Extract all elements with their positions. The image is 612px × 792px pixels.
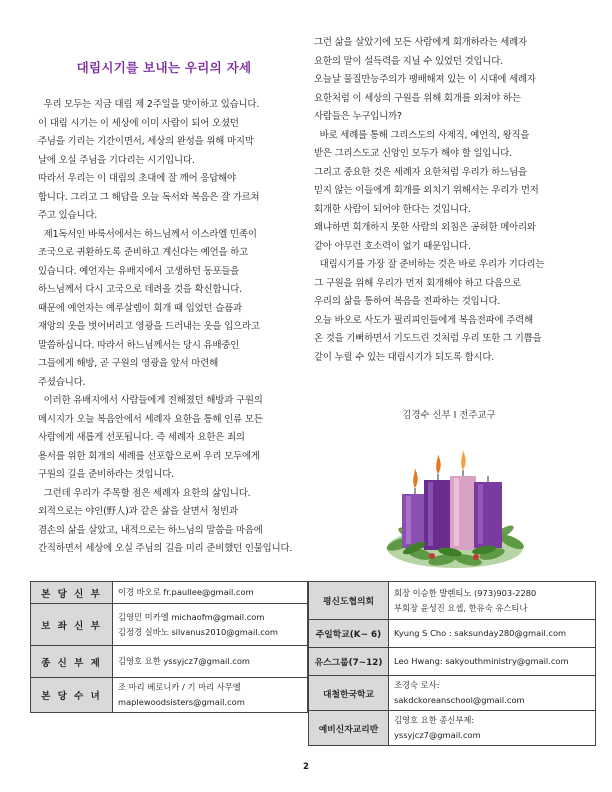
- right-column-line: 오늘날 물질만능주의가 팽배해져 있는 이 시대에 세례자: [314, 74, 536, 85]
- clergy-value-line: 김영민 미카엘 michaofm@gmail.com: [118, 611, 265, 622]
- table-row: [31, 646, 308, 678]
- right-column-line: 같아 아무런 호소력이 없기 때문입니다.: [314, 240, 471, 252]
- table-row: [309, 582, 596, 620]
- clergy-label: 본 당 수 녀: [31, 678, 113, 713]
- article-body-right: [314, 34, 584, 367]
- right-column-line: 요한의 말이 설득력을 지닐 수 있었던 것입니다.: [314, 55, 504, 67]
- clergy-label: 종 신 부 제: [31, 646, 113, 678]
- left-column-line: 겸손의 삶을 살았고, 내적으로는 하느님의 말씀을 마음에: [38, 524, 263, 536]
- left-column-line: 따라서 우리는 이 대림의 초대에 잘 깨어 응답해야: [38, 173, 236, 184]
- clergy-value-line: 김영호 요한 yssyjcz7@gmail.com: [118, 656, 251, 666]
- org-label: 주일학교(K~ 6): [309, 620, 389, 648]
- left-column-line: 우리 모두는 지금 대림 제 2주일을 맞이하고 있습니다.: [38, 99, 260, 110]
- table-row: [31, 604, 308, 646]
- clergy-value-line: maplewoodsisters@gmail.com: [118, 697, 245, 707]
- left-column-line: 합니다. 그리고 그 해답을 오늘 독서와 복음은 잘 가르쳐: [38, 191, 260, 203]
- right-column-line: 사람들은 누구입니까?: [314, 111, 402, 122]
- left-column-line: 간직하면서 세상에 오실 주님의 길을 미리 준비했던 인물입니다.: [38, 543, 293, 554]
- table-row: [309, 620, 596, 648]
- right-column-line: 회개한 사람이 되어야 한다는 것입니다.: [314, 203, 471, 215]
- org-value: [389, 676, 596, 711]
- right-column-line: 믿지 않는 이들에게 회개를 외치기 위해서는 우리가 먼저: [314, 185, 539, 196]
- right-column-line: 오늘 바오로 사도가 필리피인들에게 복음전파에 주력해: [314, 314, 533, 326]
- clergy-contact-table: [30, 581, 308, 713]
- left-column-line: 말씀하십니다. 따라서 하느님께서는 당시 유배중인: [38, 339, 240, 351]
- org-label: 평신도협의회: [309, 582, 389, 620]
- org-value-line: 회장 이승한 발렌티노 (973)903-2280: [394, 587, 537, 598]
- table-row: [31, 678, 308, 713]
- clergy-label: 본 당 신 부: [31, 582, 113, 604]
- right-column-line: 그리고 중요한 것은 세례자 요한처럼 우리가 하느님을: [314, 166, 527, 178]
- left-column-line: 주님을 기리는 기간이면서, 세상의 완성을 위해 마지막: [38, 136, 254, 147]
- left-column-line: 제1독서인 바룩서에서는 하느님께서 이스라엘 민족이: [38, 228, 257, 240]
- left-column-line: 사람에게 새롭게 선포됩니다. 즉 세례자 요한은 죄의: [38, 432, 245, 443]
- flame-1: [413, 468, 418, 488]
- left-column-line: 용서를 위한 회개의 세례를 선포함으로써 우리 모두에게: [38, 450, 260, 462]
- org-value: [389, 620, 596, 648]
- article-signature: 김경수 신부 I 전주교구: [402, 410, 496, 421]
- left-column-line: 조국으로 귀환하도록 준비하고 계신다는 예언을 하고: [38, 247, 249, 258]
- org-value-line: Leo Hwang: sakyouthministry@gmail.com: [394, 656, 569, 666]
- article-body-left: [38, 96, 306, 559]
- left-column-line: 구원의 길을 준비하라는 것입니다.: [38, 469, 175, 480]
- org-value-line: 김영호 요한 종신부제:: [394, 715, 475, 725]
- table-row: [309, 711, 596, 746]
- article-title: 대림시기를 보내는 우리의 자세: [76, 60, 252, 75]
- left-column-line: 그들에게 해방, 곧 구원의 영광을 앞서 마련해: [38, 358, 219, 369]
- left-column-line: 주고 있습니다.: [38, 210, 98, 221]
- clergy-value-line: 이경 바오로 fr.paullee@gmail.com: [118, 587, 254, 597]
- org-value: [389, 582, 596, 620]
- left-column-line: 재앙의 옷을 벗어버리고 영광을 드러내는 옷을 입으라고: [38, 321, 260, 332]
- table-row: [309, 676, 596, 711]
- org-value-line: 부회장 윤성진 요셉, 한유숙 유스티나: [394, 602, 528, 613]
- left-column-line: 이러한 유배지에서 사람들에게 전해졌던 해방과 구원의: [38, 395, 263, 406]
- right-column-line: 왜냐하면 회개하지 못한 사람의 외침은 공허한 메아리와: [314, 222, 536, 233]
- left-column-line: 외적으로는 야인(野人)과 같은 삶을 살면서 청빈과: [38, 506, 238, 517]
- clergy-value: [113, 604, 308, 646]
- right-column-line: 바로 세례를 통해 그리스도의 사제직, 예언직, 왕직을: [314, 129, 530, 141]
- flame-2: [436, 454, 441, 474]
- page-number: 2: [303, 762, 309, 772]
- org-value-line: 조경숙 로사:: [394, 680, 440, 690]
- left-column-line: 주셨습니다.: [38, 376, 86, 388]
- clergy-value: [113, 582, 308, 604]
- org-value: [389, 711, 596, 746]
- flame-3: [461, 450, 466, 470]
- left-column-line: 하느님께서 다시 고국으로 데려올 것을 확신합니다.: [38, 284, 243, 295]
- organization-contact-table: [308, 581, 596, 746]
- table-row: [309, 648, 596, 676]
- right-column-line: 받은 그리스도교 신앙인 모두가 해야 할 일입니다.: [314, 148, 512, 159]
- right-column-line: 그런 삶을 살았기에 모든 사람에게 회개하라는 세례자: [314, 37, 527, 48]
- left-column-line: 날에 오실 주님을 기다리는 시기입니다.: [38, 154, 195, 166]
- right-column-line: 대림시기를 가장 잘 준비하는 것은 바로 우리가 기다리는: [314, 259, 545, 270]
- org-value-line: sakdckoreanschool@gmail.com: [394, 695, 525, 705]
- left-column-line: 때문에 예언자는 예루살렘이 회개 때 입었던 슬픔과: [38, 302, 243, 314]
- clergy-value: [113, 678, 308, 713]
- org-label: 대철한국학교: [309, 676, 389, 711]
- org-value-line: yssyjcz7@gmail.com: [394, 730, 481, 740]
- org-label: 예비신자교리반: [309, 711, 389, 746]
- org-value-line: Kyung S Cho : saksunday280@gmail.com: [394, 628, 567, 638]
- left-column-line: 이 대림 시기는 이 세상에 이미 사람이 되어 오셨던: [38, 117, 239, 129]
- table-row: [31, 582, 308, 604]
- right-column-line: 같이 누릴 수 있는 대림시기가 되도록 합시다.: [314, 351, 495, 363]
- right-column-line: 온 것을 기뻐하면서 기도드린 것처럼 우리 또한 그 기쁨을: [314, 333, 542, 344]
- right-column-line: 우리의 삶을 통하여 복음을 전파하는 것입니다.: [314, 296, 501, 307]
- right-column-line: 그 구원을 위해 우리가 먼저 회개해야 하고 다음으로: [314, 277, 521, 289]
- left-column-line: 있습니다. 예언자는 유배지에서 고생하던 동포들을: [38, 265, 240, 277]
- left-column-line: 그런데 우리가 주목할 점은 세례자 요한의 삶입니다.: [38, 487, 251, 499]
- clergy-value-line: 조 마리 베로니카 / 기 마리 사무엘: [118, 682, 241, 692]
- clergy-value: [113, 646, 308, 678]
- org-value: [389, 648, 596, 676]
- candle-pink: [450, 476, 476, 550]
- right-column-line: 요한처럼 이 세상의 구원을 위해 회개를 외쳐야 하는: [314, 92, 521, 104]
- left-column-line: 메시지가 오늘 복음안에서 세례자 요한을 통해 인류 모든: [38, 413, 263, 425]
- org-label: 유스그룹(7~12): [309, 648, 389, 676]
- clergy-label: 보 좌 신 부: [31, 604, 113, 646]
- advent-wreath-candles-illustration: [380, 436, 530, 576]
- clergy-value-line: 김정경 실바노 silvanus2010@gmail.com: [118, 626, 278, 637]
